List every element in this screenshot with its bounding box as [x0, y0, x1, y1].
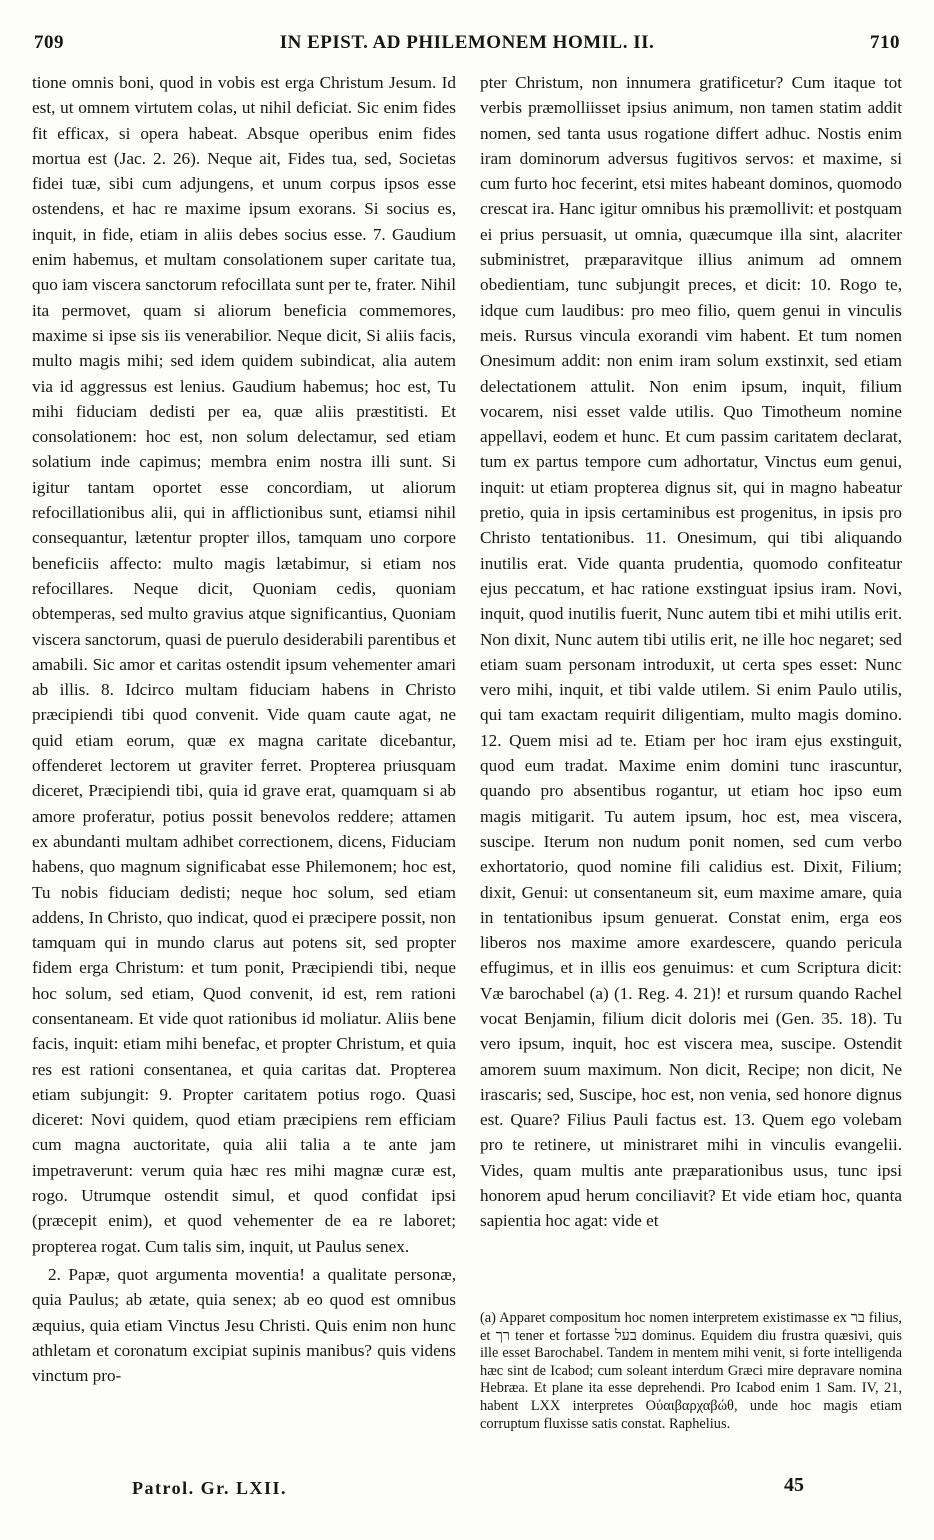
- right-paragraph-1: pter Christum, non innumera gratificetur? Cum itaque tot verbis præmolliisset ipsius animum, non tamen statim addit nomen, sed tanta usus rogatione differt adhuc. Nostis enim iram dominorum adversus fugitivos servos: et maxime, si cum furto hoc fecerint, etsi mites habeant dominos, quomodo crescat ira. Hanc igitur omnibus his præmollivit: et postquam ei prius persuasit, ut omnia, quæcumque illa sint, alacriter subministret, præparavitque illius animum ad omnem obedientiam, tunc subjungit preces, et dicit: 10. Rogo te, idque cum laudibus: pro meo filio, quem genui in vinculis meis. Rursus vincula exorandi vim habent. Et tum nomen Onesimum addit: non enim iram solum exstinxit, sed etiam delectationem attulit. Non enim ipsum, inquit, filium vocarem, nisi esset valde utilis. Quo Timotheum nomine appellavi, eodem et hunc. Et cum passim caritatem declarat, tum ex partus tempore cum adhortatur, Vinctus eum genui, inquit: ut etiam propterea dignus sit, qui in magno habeatur pretio, quia in ipsis certaminibus est progenitus, in ipsis pro Christo tentationibus. 11. Onesimum, qui tibi aliquando inutilis erat. Vide quanta prudentia, quomodo confiteatur ejus peccatum, et hac ratione exstinguat ipsius iram. Novi, inquit, quod inutilis fuerit, Nunc autem tibi et mihi utilis erit. Non dixit, Nunc autem tibi utilis erit, ne ille hoc negaret; sed etiam suam personam introduxit, ut certa spes esset: Nunc vero mihi, inquit, et tibi valde utilem. Si enim Paulo utilis, qui tam exactam requirit diligentiam, multo magis domino. 12. Quem misi ad te. Etiam per hoc iram ejus exstinguit, quod eum tradat. Maxime enim domini tunc irascuntur, quando pro absentibus rogantur, ut etiam hoc ipso eum magis mitigarit. Tu autem ipsum, hoc est, mea viscera, suscipe. Iterum non nudum ponit nomen, sed cum verbo exhortatorio, quod nomine fili calidius est. Dixit, Filium; dixit, Genui: ut consentaneum sit, eum maxime amare, quia in tentationibus ipsum genuerat. Constat enim, erga eos liberos nos maxime amore exardescere, quando pericula effugimus, et in illis eos genuimus: et cum Scriptura dicit: Væ barochabel (a) (1. Reg. 4. 21)! et rursum quando Rachel vocat Benjamin, filium dicit doloris mei (Gen. 35. 18). Tu vero ipsum, inquit, hoc est viscera mea, suscipe. Ostendit amorem suum maximum. Non dicit, Recipe; non dicit, Ne irascaris; sed, Suscipe, hoc est, non venia, sed honore dignus est. Quare? Filius Pauli factus est. 13. Quem ego volebam pro te retinere, ut ministraret mihi in vinculis evangelii. Vides, quam multis ante præparationibus usus, tunc ipsi honorem apud herum conciliavit? Et vide etiam hoc, quanta sapientia hoc agat: vide et: [480, 73, 902, 1231]
- right-column: [480, 70, 902, 1234]
- page-number-left: 709: [34, 32, 64, 53]
- footnote-text: (a) Apparet compositum hoc nomen interpretem existimasse ex בר filius, et רך tener et fortasse בעל dominus. Equidem diu frustra quæsivi, quis ille esset Barochabel. Tandem in mentem mihi venit, si forte intelligenda hæc sint de Icabod; cum soleant interdum Græci mire depravare nomina Hebræa. Et plane ita esse deprehendi. Pro Icabod enim 1 Sam. IV, 21, habent LXX interpretes Οὐαιβαρχαβώθ, unde hoc magis etiam corruptum fluxisse satis constat. Raphelius.: [480, 1310, 902, 1432]
- footnote: [480, 1310, 902, 1433]
- page-number-right: 710: [870, 32, 900, 53]
- signature-mark: 45: [784, 1474, 804, 1496]
- left-paragraph-1: tione omnis boni, quod in vobis est erga Christum Jesum. Id est, ut omnem virtutem colas, ut nihil deficiat. Sic enim fides fit efficax, si opera habeat. Absque operibus enim fides mortua est (Jac. 2. 26). Neque ait, Fides tua, sed, Societas fidei tuæ, sibi cum adjungens, et unum corpus ipsos esse ostendens, et hac re maxime ipsum exorans. Si socius es, inquit, in fide, etiam in aliis debes socius esse. 7. Gaudium enim habemus, et multam consolationem super caritate tua, quo iam viscera sanctorum refocillata sunt per te, frater. Nihil ita permovet, quam si aliorum beneficia commemores, maxime si ipse sis iis venerabilior. Neque dicit, Si aliis facis, multo magis mihi; sed idem quidem subindicat, alia autem via id aggressus est lenius. Gaudium habemus; hoc est, Tu mihi fiduciam dedisti per ea, quæ aliis præstitisti. Et consolationem: hoc est, non solum delectamur, sed etiam solatium inde capimus; membra enim nostra illi sunt. Si igitur tantam oportet esse concordiam, ut aliorum refocillationibus alii, qui in afflictionibus sunt, etiamsi nihil consequantur, lætentur propter illos, tamquam uno corpore beneficiis affecto: multo magis lætabimur, si etiam nos refocillares. Neque dicit, Quoniam cedis, quoniam obtemperas, sed multo gravius atque significantius, Quoniam viscera sanctorum, quasi de puerulo desiderabili parentibus et amabili. Sic amor et caritas ostendit ipsum vehementer amari ab illis. 8. Idcirco multam fiduciam habens in Christo præcipiendi tibi quod convenit. Vide quam caute agat, ne quid etiam eorum, quæ ex magna caritate dicebantur, offenderet lectorem ut graviter ferret. Propterea priusquam diceret, Præcipiendi tibi, quia id grave erat, quamquam si ab amore proferatur, potius possit benevolos reddere; attamen ex abundanti multam adhibet correctionem, dicens, Fiduciam habens, quo magnum significabat esse Philemonem; hoc est, Tu nobis fiduciam dedisti; neque hoc solum, sed etiam addens, In Christo, quo indicat, quod ei præcipere possit, non tamquam qui in mundo clarus aut potens sit, sed propter fidem erga Christum: et tum ponit, Præcipiendi tibi, neque hoc solum, sed etiam, Quod convenit, id est, rem rationi consentaneam. Et vide quot rationibus id moliatur. Aliis bene facis, inquit: etiam mihi benefac, et propter Christum, et quia res est rationi consentanea, et quia caritas dat. Propterea etiam subjungit: 9. Propter caritatem potius rogo. Quasi diceret: Novi quidem, quod etiam præcipiens rem efficiam cum magna auctoritate, quia alii talia a te ante jam impetraverunt: verum quia hæc res mihi magnæ curæ est, rogo. Utrumque ostendit simul, et quod confidat ipsi (præcepit enim), et quod vehementer de ea re laboret; propterea rogat. Cum talis sim, inquit, ut Paulus senex.: [32, 73, 456, 1256]
- volume-label: Patrol. Gr. LXII.: [132, 1478, 288, 1498]
- running-title: IN EPIST. AD PHILEMONEM HOMIL. II.: [279, 32, 655, 53]
- left-paragraph-2: 2. Papæ, quot argumenta moventia! a qualitate personæ, quia Paulus; ab ætate, quia senex; ab eo quod est omnibus æquius, quia etiam Vinctus Jesu Christi. Quis enim non hunc athletam et coronatum excipiat supinis manibus? quis videns vinctum pro-: [32, 1264, 456, 1386]
- left-column: [32, 70, 456, 1388]
- running-head: [22, 32, 912, 62]
